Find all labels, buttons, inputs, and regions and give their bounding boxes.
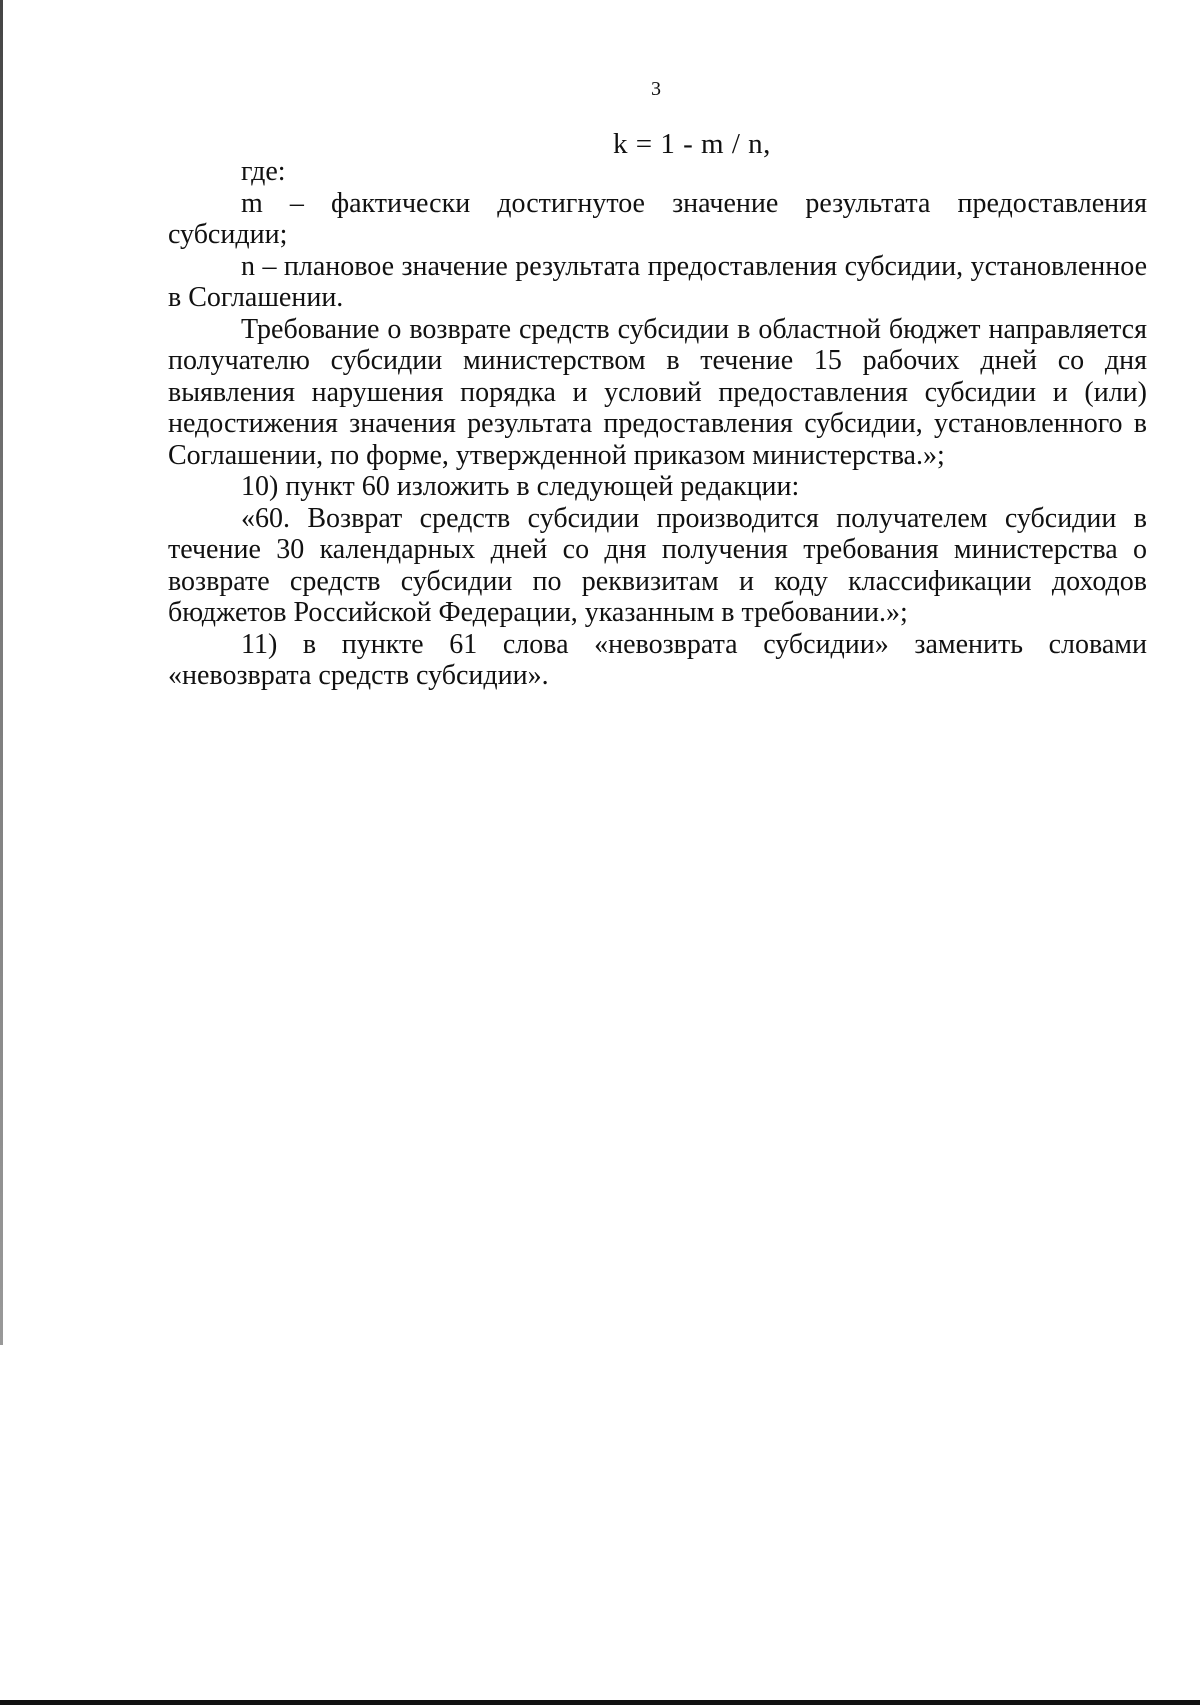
formula: k = 1 - m / n,	[613, 128, 771, 160]
page-number: 3	[651, 78, 661, 100]
scan-edge-bottom	[0, 1700, 1200, 1705]
paragraph-item-10: 10) пункт 60 изложить в следующей редакции:	[241, 471, 800, 502]
paragraph-return-requirement: Требование о возврате средств субсидии в областной бюджет направляется получателю субсидии министерством в течение 15 рабочих дней со дня выявления нарушения порядка и условий предоставления субсидии и (или) недостижения значения результата предоставления субсидии, установленного в Соглашении, по форме, утвержденной приказом министерства.»;	[168, 313, 1147, 471]
paragraph-where: где:	[241, 156, 286, 187]
paragraph-n-definition: n – плановое значение результата предоставления субсидии, установленное в Соглашении.	[168, 250, 1147, 313]
paragraph-item-11: 11) в пункте 61 слова «невозврата субсидии» заменить словами «невозврата средств субсидии».	[168, 628, 1147, 691]
paragraph-m-definition: m – фактически достигнутое значение результата предоставления субсидии;	[168, 187, 1147, 250]
scan-edge-left	[0, 0, 3, 1345]
paragraph-item-60: «60. Возврат средств субсидии производится получателем субсидии в течение 30 календарных дней со дня получения требования министерства о возврате средств субсидии по реквизитам и коду классификации доходов бюджетов Российской Федерации, указанным в требовании.»;	[168, 502, 1147, 628]
document-body	[168, 156, 1147, 692]
